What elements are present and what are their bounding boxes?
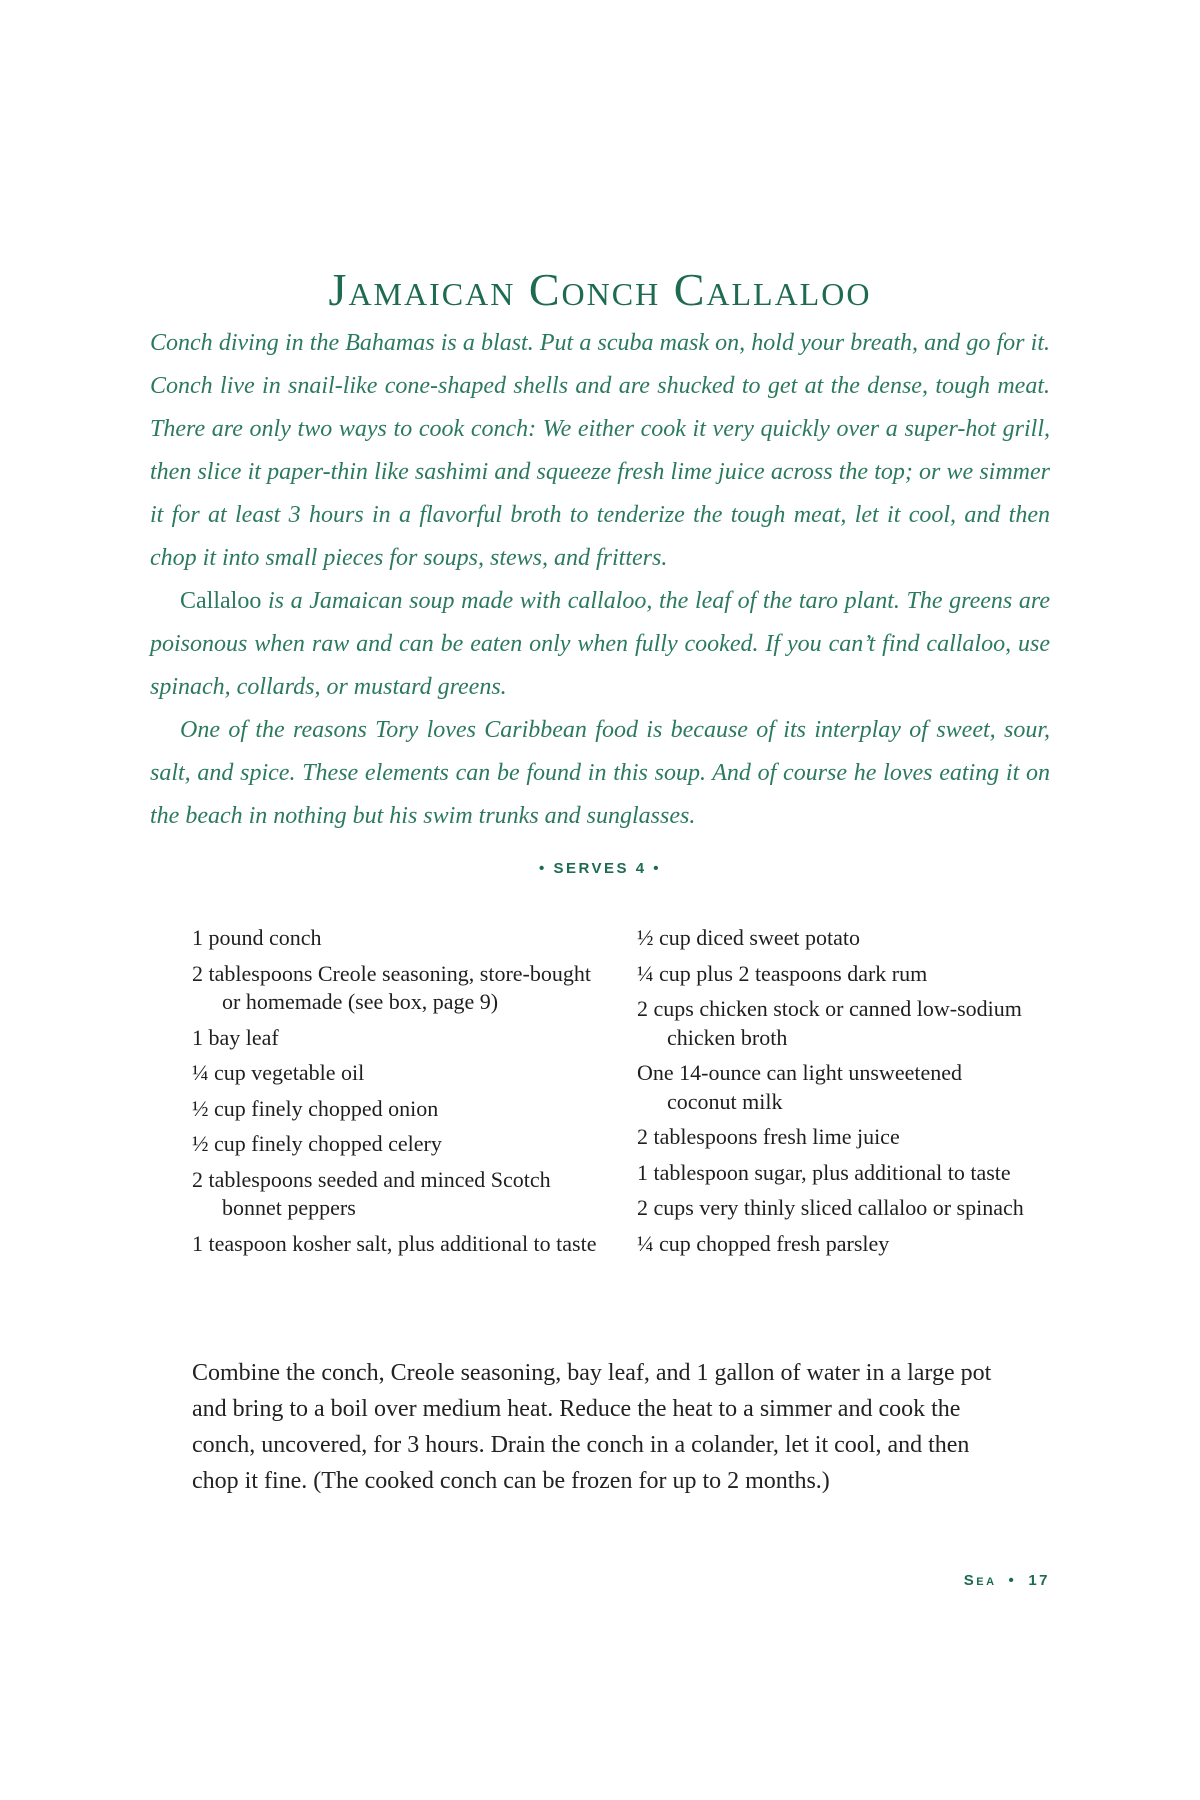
ingredient-item: One 14-ounce can light unsweetened coconut milk <box>637 1060 962 1114</box>
ingredient-item: 2 tablespoons seeded and minced Scotch bonnet peppers <box>192 1166 551 1220</box>
intro-paragraph-3: One of the reasons Tory loves Caribbean food is because of its interplay of sweet, sour, salt, and spice. These elements can be found in this soup. And of course he loves eating it on the beach in nothing but his swim trunks and sunglasses. <box>150 717 1050 829</box>
ingredient-item: 1 tablespoon sugar, plus additional to taste <box>637 1159 1011 1185</box>
page-number: 17 <box>1028 1572 1050 1589</box>
method-paragraph: Combine the conch, Creole seasoning, bay leaf, and 1 gallon of water in a large pot and bring to a boil over medium heat. Reduce the heat to a simmer and cook the conch, uncovered, for 3 hours. Drain the conch in a colander, let it cool, and then chop it fine. (The cooked conch can be frozen for up to 2 months.) <box>192 1360 992 1494</box>
method-text <box>192 1355 1012 1499</box>
ingredient-item: ½ cup finely chopped celery <box>192 1131 442 1156</box>
ingredient-item: 2 cups very thinly sliced callaloo or spinach <box>637 1195 1024 1220</box>
ingredient-item: 2 tablespoons fresh lime juice <box>637 1124 900 1149</box>
footer-separator: • <box>1008 1572 1017 1589</box>
ingredient-item: ½ cup diced sweet potato <box>637 925 860 950</box>
intro-paragraph-2-lead: Callaloo <box>180 588 262 614</box>
ingredient-item: ½ cup finely chopped onion <box>192 1095 439 1121</box>
ingredient-item: 1 pound conch <box>192 925 322 950</box>
ingredient-item: 2 cups chicken stock or canned low-sodium chicken broth <box>637 996 1022 1050</box>
section-name: Sea <box>963 1572 997 1589</box>
intro-paragraph-2-rest: is a Jamaican soup made with callaloo, the leaf of the taro plant. The greens are poisonous when raw and can be eaten only when fully cooked. If you can’t find callaloo, use spinach, collards, or mustard greens. <box>150 588 1050 700</box>
ingredients-list <box>192 924 1032 1265</box>
ingredients-column-left <box>192 924 612 1265</box>
page-footer <box>964 1572 1050 1589</box>
ingredient-item: ¼ cup plus 2 teaspoons dark rum <box>637 960 928 986</box>
ingredients-column-right <box>637 924 1032 1265</box>
ingredient-item: 2 tablespoons Creole seasoning, store-bought or homemade (see box, page 9) <box>192 960 591 1014</box>
serves-label: • SERVES 4 • <box>539 860 661 877</box>
ingredient-item: 1 teaspoon kosher salt, plus additional to taste <box>192 1230 597 1256</box>
ingredient-item: ¼ cup chopped fresh parsley <box>637 1230 890 1256</box>
recipe-title: Jamaican Conch Callaloo <box>328 263 872 315</box>
intro-paragraph-1: Conch diving in the Bahamas is a blast. Put a scuba mask on, hold your breath, and go for it. Conch live in snail-like cone-shaped shells and are shucked to get at the dense, tough meat. There are only two ways to cook conch: We either cook it very quickly over a super-hot grill, then slice it paper-thin like sashimi and squeeze fresh lime juice across the top; or we simmer it for at least 3 hours in a flavorful broth to tenderize the tough meat, let it cool, and then chop it into small pieces for soups, stews, and fritters. <box>150 330 1050 571</box>
intro-paragraph-2 <box>150 580 1050 709</box>
recipe-introduction <box>150 322 1050 838</box>
ingredient-item: ¼ cup vegetable oil <box>192 1060 365 1085</box>
ingredient-item: 1 bay leaf <box>192 1024 279 1050</box>
